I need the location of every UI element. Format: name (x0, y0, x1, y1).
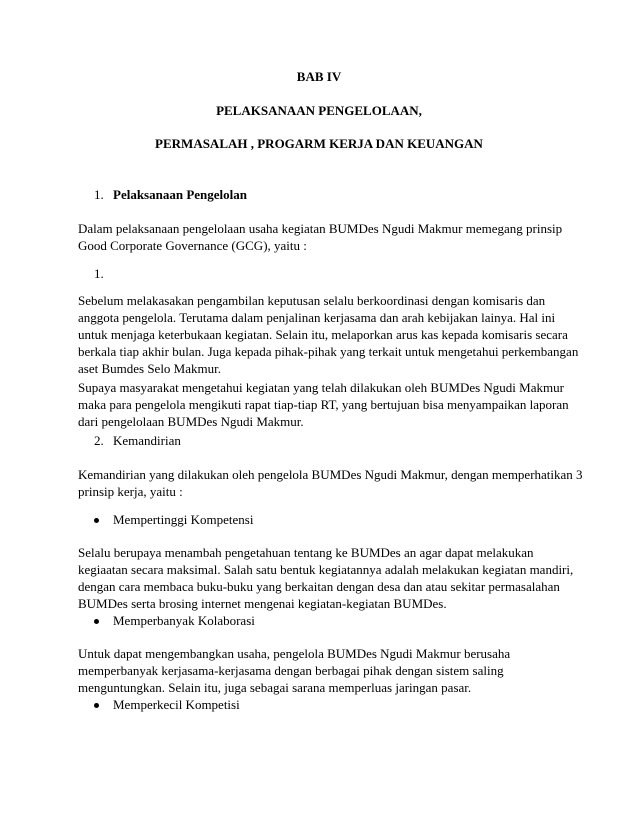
paragraph-line: aset Bumdes Selo Makmur. (78, 361, 221, 376)
list-item-number: 1. (94, 266, 104, 281)
paragraph-line: memperbanyak kerjasama-kerjasama dengan berbagai pihak dengan sistem saling (78, 663, 504, 678)
bullet-icon (94, 703, 99, 708)
paragraph-line: berkala tiap akhir bulan. Juga kepada pihak-pihak yang terkait untuk mengetahui perkembangan (78, 344, 579, 359)
bullet-item-label: Memperkecil Kompetisi (113, 697, 240, 712)
bullet-item-label: Memperbanyak Kolaborasi (113, 613, 255, 628)
paragraph-transparency (78, 292, 579, 377)
section-number: 1. (94, 187, 104, 202)
paragraph-line: Dalam pelaksanaan pengelolaan usaha kegiatan BUMDes Ngudi Makmur memegang prinsip (78, 221, 563, 236)
bullet-icon (94, 518, 99, 523)
paragraph-line: dengan cara membaca buku-buku yang berkaitan dengan desa dan atau sekitar permasalahan (78, 579, 560, 594)
paragraph-line: BUMDes serta brosing internet mengenai kegiatan-kegiatan BUMDes. (78, 596, 447, 611)
paragraph-line: menguntungkan. Selain itu, juga sebagai sarana memperluas jaringan pasar. (78, 680, 472, 695)
paragraph-line: prinsip kerja, yaitu : (78, 484, 183, 499)
section-title: Pelaksanaan Pengelolan (113, 187, 247, 202)
paragraph-independence (78, 466, 583, 500)
paragraph-line: kegiaatan secara maksimal. Salah satu bentuk kegiatannya adalah melakukan kegiatan mandiri, (78, 562, 574, 577)
bullet-item-label: Mempertinggi Kompetensi (113, 512, 254, 527)
paragraph-line: Selalu berupaya menambah pengetahuan tentang ke BUMDes an agar dapat melakukan (78, 545, 534, 560)
paragraph-line: Good Corporate Governance (GCG), yaitu : (78, 238, 307, 253)
paragraph-line: anggota pengelola. Terutama dalam penjalinan kerjasama dan arah kebijakan lainya. Hal ini (78, 310, 556, 325)
paragraph-collaboration (78, 645, 568, 696)
chapter-subtitle-line2: PERMASALAH , PROGARM KERJA DAN KEUANGAN (155, 136, 483, 151)
paragraph-line: dari pengelolaan BUMDes Ngudi Makmur. (78, 414, 304, 429)
list-item-label: Kemandirian (113, 433, 181, 448)
chapter-title: BAB IV (296, 69, 342, 84)
paragraph-competence (78, 544, 574, 612)
paragraph-line: Untuk dapat mengembangkan usaha, pengelola BUMDes Ngudi Makmur berusaha (78, 646, 511, 661)
paragraph-reporting (78, 379, 568, 430)
bullet-icon (94, 619, 99, 624)
paragraph-line: Sebelum melakasakan pengambilan keputusan selalu berkoordinasi dengan komisaris dan (78, 293, 546, 308)
paragraph-line: Kemandirian yang dilakukan oleh pengelola BUMDes Ngudi Makmur, dengan memperhatikan 3 (78, 467, 583, 482)
chapter-subtitle-line1: PELAKSANAAN PENGELOLAAN, (216, 103, 422, 118)
paragraph-line: Supaya masyarakat mengetahui kegiatan yang telah dilakukan oleh BUMDes Ngudi Makmur (78, 380, 564, 395)
paragraph-line: untuk menjaga keterbukaan kegiatan. Selain itu, melaporkan arus kas kepada komisaris secara (78, 327, 568, 342)
list-item-number: 2. (94, 433, 104, 448)
paragraph-line: maka para pengelola mengikuti rapat tiap-tiap RT, yang bertujuan bisa menyampaikan laporan (78, 397, 569, 412)
intro-paragraph (78, 220, 568, 254)
